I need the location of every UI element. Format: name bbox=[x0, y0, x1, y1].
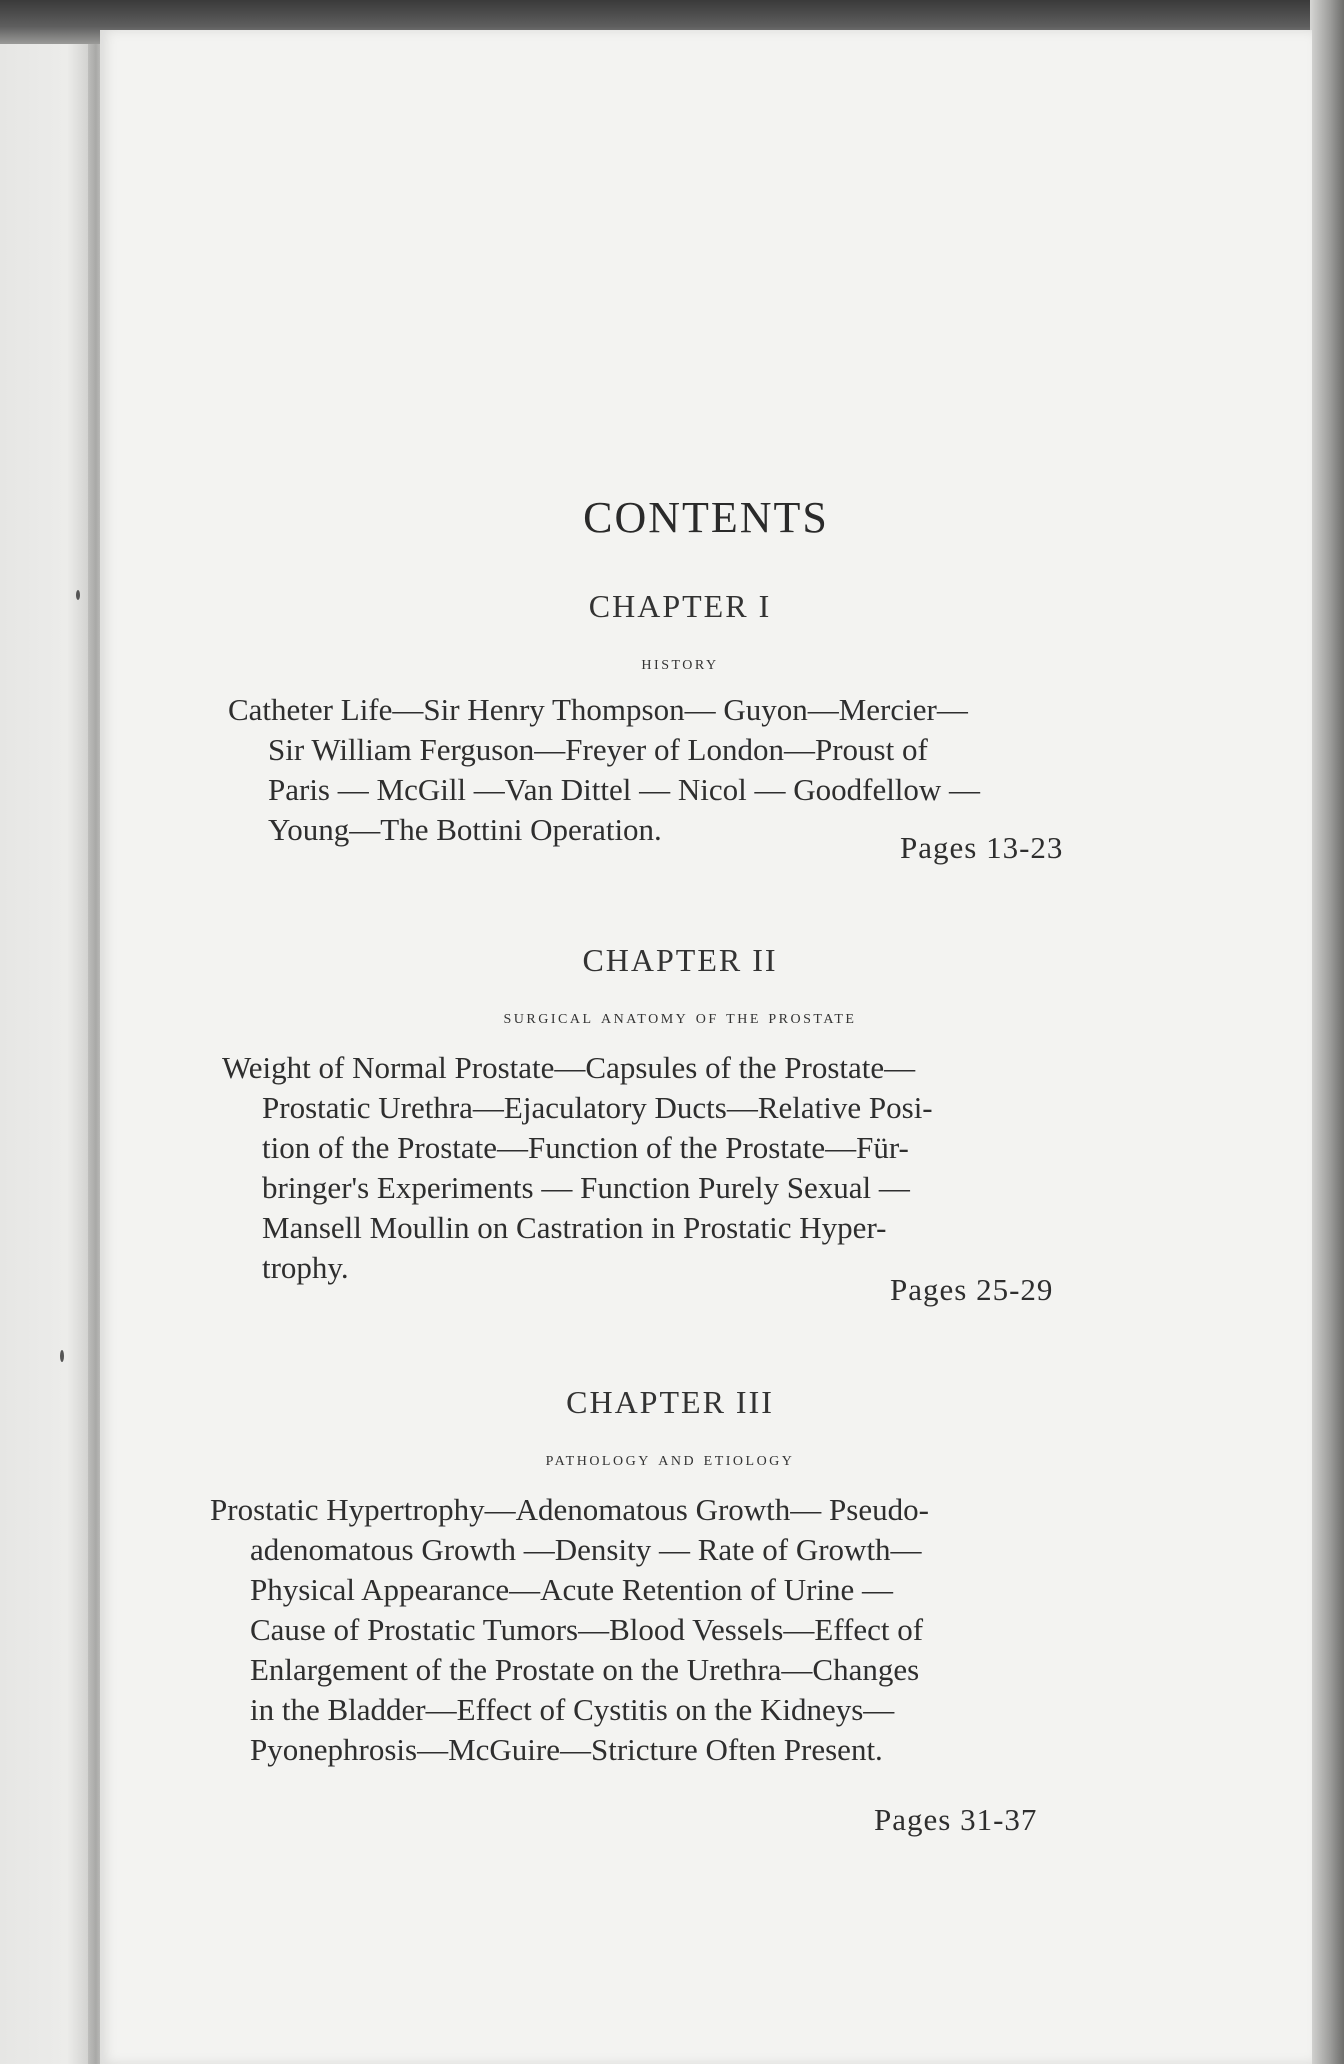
chapter-3-title: pathology and etiology bbox=[545, 1448, 795, 1470]
chapter-3-summary bbox=[210, 1490, 1170, 1770]
chapter-1-number: CHAPTER I bbox=[588, 588, 772, 624]
page-speck bbox=[76, 590, 80, 600]
summary-line: trophy. bbox=[262, 1250, 349, 1285]
facing-page-edge bbox=[0, 0, 96, 2064]
summary-line: Physical Appearance—Acute Retention of Urine — bbox=[250, 1572, 894, 1607]
summary-line: Mansell Moullin on Castration in Prostatic Hyper- bbox=[262, 1210, 887, 1245]
page-speck bbox=[60, 1350, 64, 1362]
summary-line: bringer's Experiments — Function Purely Sexual — bbox=[262, 1170, 910, 1205]
summary-line: Prostatic Hypertrophy—Adenomatous Growth— Pseudo- bbox=[210, 1492, 929, 1527]
book-page bbox=[100, 30, 1312, 2064]
page-title: CONTENTS bbox=[583, 493, 829, 542]
chapter-1-title: history bbox=[641, 652, 719, 674]
chapter-3-number: CHAPTER III bbox=[566, 1384, 774, 1420]
chapter-2-number: CHAPTER II bbox=[582, 942, 778, 978]
summary-line: adenomatous Growth —Density — Rate of Growth— bbox=[250, 1532, 922, 1567]
page-stack-edge bbox=[1310, 0, 1344, 2064]
contents-page bbox=[100, 30, 1312, 2064]
summary-line: Paris — McGill —Van Dittel — Nicol — Goodfellow — bbox=[268, 772, 981, 807]
summary-line: Catheter Life—Sir Henry Thompson— Guyon—Mercier— bbox=[228, 692, 968, 727]
summary-line: Prostatic Urethra—Ejaculatory Ducts—Relative Posi- bbox=[262, 1090, 933, 1125]
chapter-2-summary bbox=[222, 1048, 1182, 1288]
chapter-1-summary bbox=[228, 690, 1182, 850]
summary-line: Pyonephrosis—McGuire—Stricture Often Present. bbox=[250, 1732, 883, 1767]
summary-line: Cause of Prostatic Tumors—Blood Vessels—Effect of bbox=[250, 1612, 924, 1647]
chapter-2-title: surgical anatomy of the prostate bbox=[503, 1006, 857, 1028]
chapter-1-pages: Pages 13-23 bbox=[900, 830, 1064, 865]
summary-line: tion of the Prostate—Function of the Prostate—Für- bbox=[262, 1130, 909, 1165]
summary-line: Young—The Bottini Operation. bbox=[268, 812, 662, 847]
summary-line: Enlargement of the Prostate on the Urethra—Changes bbox=[250, 1652, 920, 1687]
chapter-3-pages: Pages 31-37 bbox=[874, 1802, 1038, 1837]
summary-line: Sir William Ferguson—Freyer of London—Proust of bbox=[268, 732, 928, 767]
summary-line: in the Bladder—Effect of Cystitis on the Kidneys— bbox=[250, 1692, 895, 1727]
summary-line: Weight of Normal Prostate—Capsules of the Prostate— bbox=[222, 1050, 916, 1085]
chapter-2-pages: Pages 25-29 bbox=[890, 1272, 1054, 1307]
